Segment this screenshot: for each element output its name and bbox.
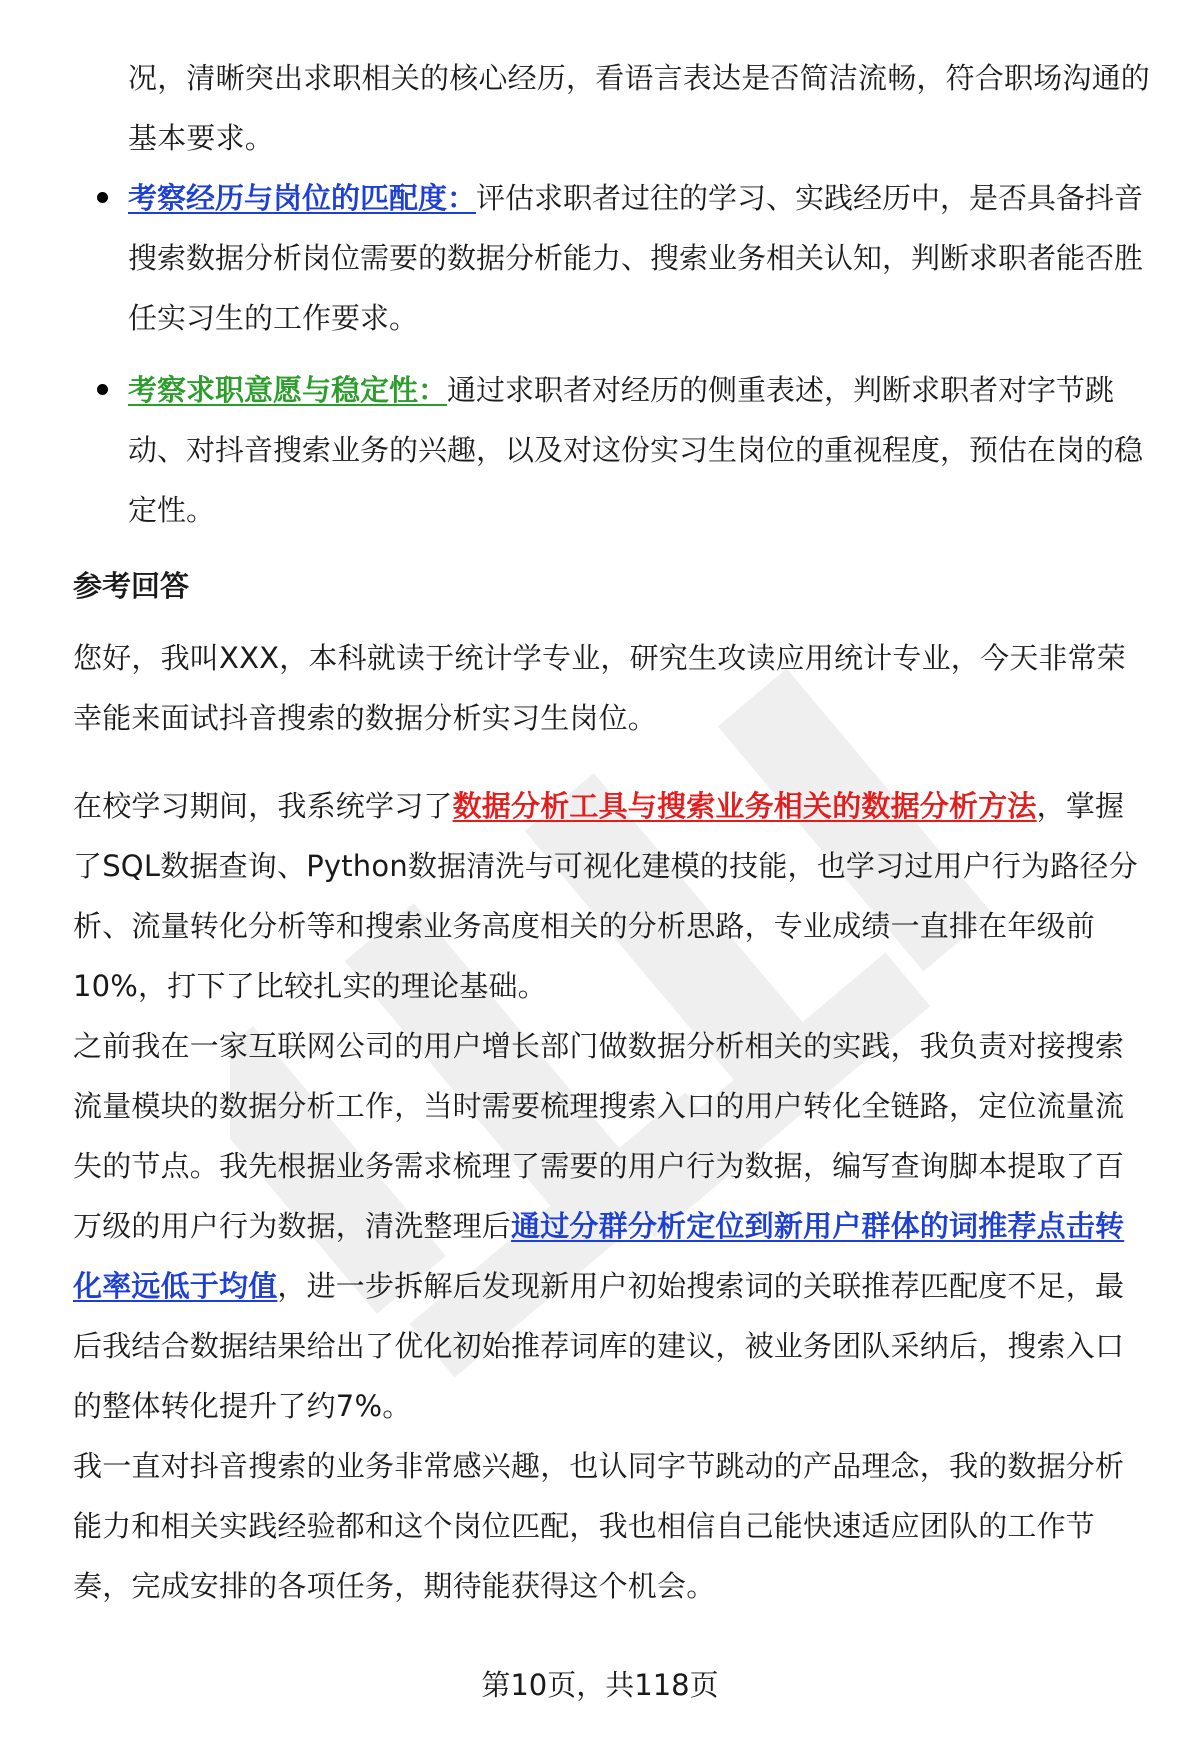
answer-paragraph-4: 我一直对抖音搜索的业务非常感兴趣，也认同字节跳动的产品理念，我的数据分析能力和相关实践经验都和这个岗位匹配，我也相信自己能快速适应团队的工作节奏，完成安排的各项任务，期待能获得这个机会。 — [73, 1449, 1125, 1603]
bullet-item-intent — [73, 360, 1153, 540]
answer-p2-after: ，掌握了SQL数据查询、Python数据清洗与可视化建模的技能，也学习过用户行为路径分析、流量转化分析等和搜索业务高度相关的分析思路，专业成绩一直排在年级前10%，打下了比较扎实的理论基础。 — [73, 789, 1138, 1003]
bullet-dot-icon — [97, 384, 108, 395]
answer-paragraph-3 — [73, 1016, 1153, 1436]
bullet-dot-icon — [97, 192, 108, 203]
answer-p2-before: 在校学习期间，我系统学习了 — [73, 789, 453, 823]
answer-p3-before: 之前我在一家互联网公司的用户增长部门做数据分析相关的实践，我负责对接搜索流量模块的数据分析工作，当时需要梳理搜索入口的用户转化全链路，定位流量流失的节点。我先根据业务需求梳理了需要的用户行为数据，编写查询脚本提取了百万级的用户行为数据，清洗整理后 — [73, 1029, 1125, 1243]
answer-p3-after: ，进一步拆解后发现新用户初始搜索词的关联推荐匹配度不足，最后我结合数据结果给出了优化初始推荐词库的建议，被业务团队采纳后，搜索入口的整体转化提升了约7%。 — [73, 1269, 1125, 1423]
intro-continuation: 况，清晰突出求职相关的核心经历，看语言表达是否简洁流畅，符合职场沟通的基本要求。 — [128, 61, 1151, 155]
bullet-text-match: 评估求职者过往的学习、实践经历中，是否具备抖音搜索数据分析岗位需要的数据分析能力、搜索业务相关认知，判断求职者能否胜任实习生的工作要求。 — [128, 181, 1144, 335]
answer-paragraph-1: 您好，我叫XXX，本科就读于统计学专业，研究生攻读应用统计专业，今天非常荣幸能来面试抖音搜索的数据分析实习生岗位。 — [73, 641, 1127, 735]
page-number: 第10页，共118页 — [481, 1668, 719, 1702]
section-title: 参考回答 — [73, 569, 190, 603]
answer-p2-highlight: 数据分析工具与搜索业务相关的数据分析方法 — [452, 789, 1037, 823]
bullet-highlight-intent: 考察求职意愿与稳定性： — [128, 373, 448, 407]
bullet-highlight-match: 考察经历与岗位的匹配度： — [128, 181, 477, 215]
answer-p3-highlight: 通过分群分析定位到新用户群体的词推荐点击转化率远低于均值 — [73, 1209, 1125, 1303]
bullet-text-intent: 通过求职者对经历的侧重表述，判断求职者对字节跳动、对抖音搜索业务的兴趣，以及对这份实习生岗位的重视程度，预估在岗的稳定性。 — [128, 373, 1144, 527]
document-page — [73, 48, 1153, 1616]
answer-paragraph-2 — [73, 776, 1153, 1016]
bullet-item-match — [73, 168, 1153, 348]
